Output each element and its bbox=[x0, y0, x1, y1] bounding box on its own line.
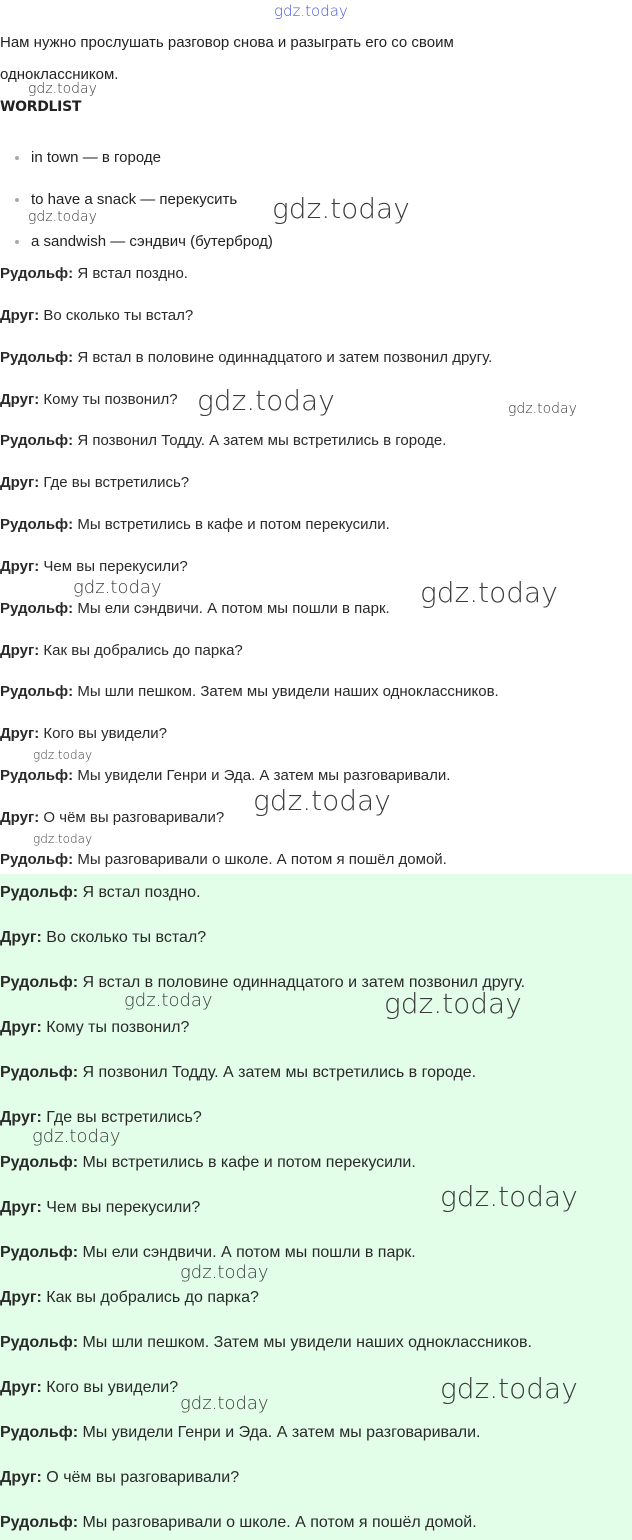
highlighted-dialogue-line: Рудольф: Мы увидели Генри и Эда. А затем мы разговаривали. bbox=[0, 1424, 481, 1441]
watermark-text: gdz.today bbox=[33, 748, 93, 762]
intro-line-2: одноклассником. bbox=[0, 66, 119, 83]
dialogue-line: Друг: Во сколько ты встал? bbox=[0, 307, 194, 324]
watermark-text: gdz.today bbox=[384, 987, 522, 1020]
highlighted-dialogue-line: Друг: О чём вы разговаривали? bbox=[0, 1469, 240, 1486]
dialogue-line: Рудольф: Мы увидели Генри и Эда. А затем мы разговаривали. bbox=[0, 767, 451, 784]
dialogue-line: Друг: Кого вы увидели? bbox=[0, 725, 167, 742]
watermark-text: gdz.today bbox=[274, 2, 348, 20]
bullet-icon bbox=[15, 198, 19, 202]
dialogue-line: Друг: Кому ты позвонил? bbox=[0, 391, 178, 408]
dialogue-line: Рудольф: Мы шли пешком. Затем мы увидели наших одноклассников. bbox=[0, 683, 499, 700]
dialogue-line: Рудольф: Я встал в половине одиннадцатого и затем позвонил другу. bbox=[0, 349, 493, 366]
watermark-text: gdz.today bbox=[420, 576, 558, 609]
watermark-text: gdz.today bbox=[272, 192, 410, 225]
watermark-text: gdz.today bbox=[508, 401, 577, 417]
dialogue-line: Друг: Чем вы перекусили? bbox=[0, 558, 188, 575]
watermark-text: gdz.today bbox=[180, 1393, 269, 1414]
watermark-text: gdz.today bbox=[33, 832, 93, 846]
highlighted-dialogue-line: Рудольф: Мы разговаривали о школе. А потом я пошёл домой. bbox=[0, 1514, 477, 1531]
highlighted-dialogue-line: Друг: Во сколько ты встал? bbox=[0, 929, 207, 946]
watermark-text: gdz.today bbox=[440, 1372, 578, 1405]
dialogue-line: Рудольф: Я позвонил Тодду. А затем мы встретились в городе. bbox=[0, 432, 447, 449]
dialogue-line: Рудольф: Мы ели сэндвичи. А потом мы пошли в парк. bbox=[0, 600, 390, 617]
highlighted-dialogue-line: Друг: Где вы встретились? bbox=[0, 1109, 202, 1126]
dialogue-line: Друг: Как вы добрались до парка? bbox=[0, 642, 243, 659]
dialogue-line: Друг: Где вы встретились? bbox=[0, 474, 190, 491]
highlighted-dialogue-line: Друг: Кого вы увидели? bbox=[0, 1379, 179, 1396]
highlighted-dialogue-line: Рудольф: Мы ели сэндвичи. А потом мы пошли в парк. bbox=[0, 1244, 416, 1261]
dialogue-line: Рудольф: Мы разговаривали о школе. А потом я пошёл домой. bbox=[0, 851, 447, 868]
watermark-text: gdz.today bbox=[28, 209, 97, 225]
highlighted-dialogue-line: Рудольф: Я встал в половине одиннадцатого и затем позвонил другу. bbox=[0, 974, 526, 991]
dialogue-line: Рудольф: Мы встретились в кафе и потом перекусили. bbox=[0, 516, 390, 533]
bullet-icon bbox=[15, 156, 19, 160]
dialogue-line: Рудольф: Я встал поздно. bbox=[0, 265, 188, 282]
highlighted-dialogue-line: Рудольф: Я встал поздно. bbox=[0, 884, 201, 901]
watermark-text: gdz.today bbox=[32, 1126, 121, 1147]
highlighted-dialogue-line: Друг: Кому ты позвонил? bbox=[0, 1019, 190, 1036]
wordlist-title: WORDLIST bbox=[0, 99, 82, 115]
wordlist-item: to have a snack — перекусить bbox=[15, 191, 237, 208]
watermark-text: gdz.today bbox=[440, 1180, 578, 1213]
highlighted-dialogue-line: Друг: Как вы добрались до парка? bbox=[0, 1289, 259, 1306]
watermark-text: gdz.today bbox=[124, 990, 213, 1011]
wordlist-item: in town — в городе bbox=[15, 149, 161, 166]
intro-line-1: Нам нужно прослушать разговор снова и разыграть его со своим bbox=[0, 34, 454, 51]
highlighted-dialogue-line: Друг: Чем вы перекусили? bbox=[0, 1199, 201, 1216]
watermark-text: gdz.today bbox=[253, 784, 391, 817]
watermark-text: gdz.today bbox=[197, 384, 335, 417]
dialogue-line: Друг: О чём вы разговаривали? bbox=[0, 809, 225, 826]
wordlist-item: a sandwish — сэндвич (бутерброд) bbox=[15, 233, 273, 250]
watermark-text: gdz.today bbox=[73, 577, 162, 598]
highlighted-dialogue-line: Рудольф: Я позвонил Тодду. А затем мы встретились в городе. bbox=[0, 1064, 477, 1081]
watermark-text: gdz.today bbox=[180, 1262, 269, 1283]
watermark-text: gdz.today bbox=[28, 81, 97, 97]
bullet-icon bbox=[15, 240, 19, 244]
highlighted-dialogue-line: Рудольф: Мы встретились в кафе и потом перекусили. bbox=[0, 1154, 416, 1171]
highlighted-dialogue-line: Рудольф: Мы шли пешком. Затем мы увидели наших одноклассников. bbox=[0, 1334, 532, 1351]
